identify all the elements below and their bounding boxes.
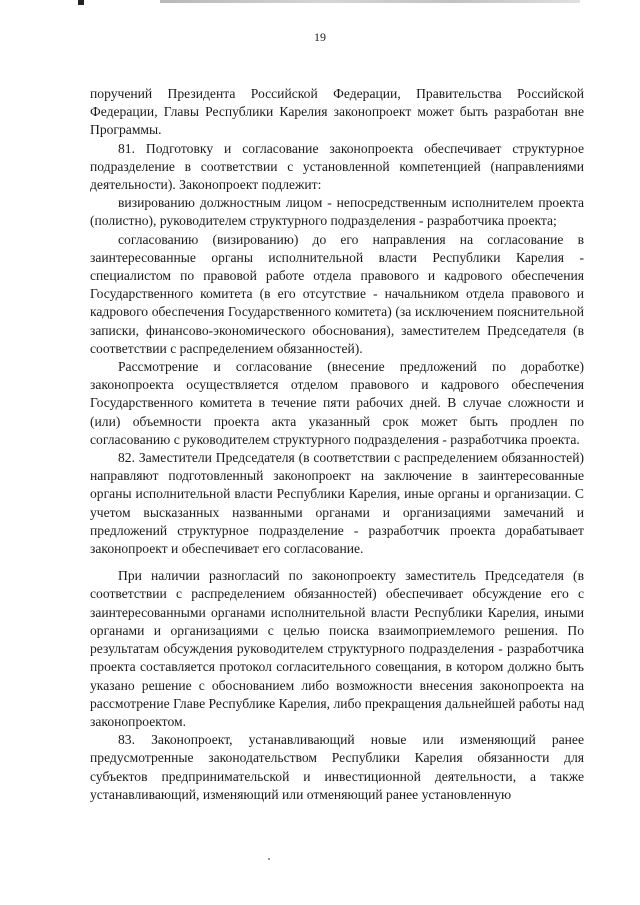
scan-mark (78, 0, 84, 5)
paragraph-7: При наличии разногласий по законопроекту заместитель Председателя (в соответствии с распределением обязанностей) обеспечивает обсуждение его с заинтересованными органами исполнительной власти Республики Карелия, иными органами и организациями с целью поиска взаимоприемлемого решения. По результатам обсуждения руководителем структурного подразделения - разработчика проекта составляется протокол согласительного совещания, в котором должно быть указано решение с обоснованием либо возможности внесения законопроекта на рассмотрение Главе Республике Карелия, либо прекращения дальнейшей работы над законопроектом. (90, 568, 584, 729)
paragraph-5: Рассмотрение и согласование (внесение предложений по доработке) законопроекта осуществляется отделом правового и кадрового обеспечения Государственного комитета в течение пяти рабочих дней. В случае сложности и (или) объемности проекта акта указанный срок может быть продлен по согласованию с руководителем структурного подразделения - разработчика проекта. (90, 359, 584, 447)
page-number: 19 (314, 30, 326, 44)
scan-speck (268, 858, 270, 860)
paragraph-3: визированию должностным лицом - непосредственным исполнителем проекта (полистно), руководителем структурного подразделения - разработчика проекта; (90, 195, 584, 229)
document-body (90, 85, 584, 804)
scan-shadow (160, 0, 580, 3)
paragraph-4: согласованию (визированию) до его направления на согласование в заинтересованные органы исполнительной власти Республики Карелия - специалистом по правовой работе отдела правового и кадрового обеспечения Государственного комитета (в его отсутствие - начальником отдела правового и кадрового обеспечения Государственного комитета) (за исключением пояснительной записки, финансово-экономического обоснования), заместителем Председателя (в соответствии с распределением обязанностей). (90, 231, 584, 356)
paragraph-8: 83. Законопроект, устанавливающий новые или изменяющий ранее предусмотренные законодательством Республики Карелия обязанности для субъектов предпринимательской и инвестиционной деятельности, а также устанавливающий, изменяющий или отменяющий ранее установленную (90, 732, 584, 802)
paragraph-2: 81. Подготовку и согласование законопроекта обеспечивает структурное подразделение в соответствии с установленной компетенцией (направлениями деятельности). Законопроект подлежит: (90, 140, 584, 193)
paragraph-1: поручений Президента Российской Федерации, Правительства Российской Федерации, Главы Республики Карелия законопроект может быть разработан вне Программы. (90, 86, 584, 138)
scan-edge-artifact (0, 0, 640, 6)
paragraph-6: 82. Заместители Председателя (в соответствии с распределением обязанностей) направляют подготовленный законопроект на заключение в заинтересованные органы исполнительной власти Республики Карелия, иные органы и организации. С учетом высказанных названными органами и организациями замечаний и предложений структурное подразделение - разработчик проекта дорабатывает законопроект и обеспечивает его согласование. (90, 450, 584, 557)
